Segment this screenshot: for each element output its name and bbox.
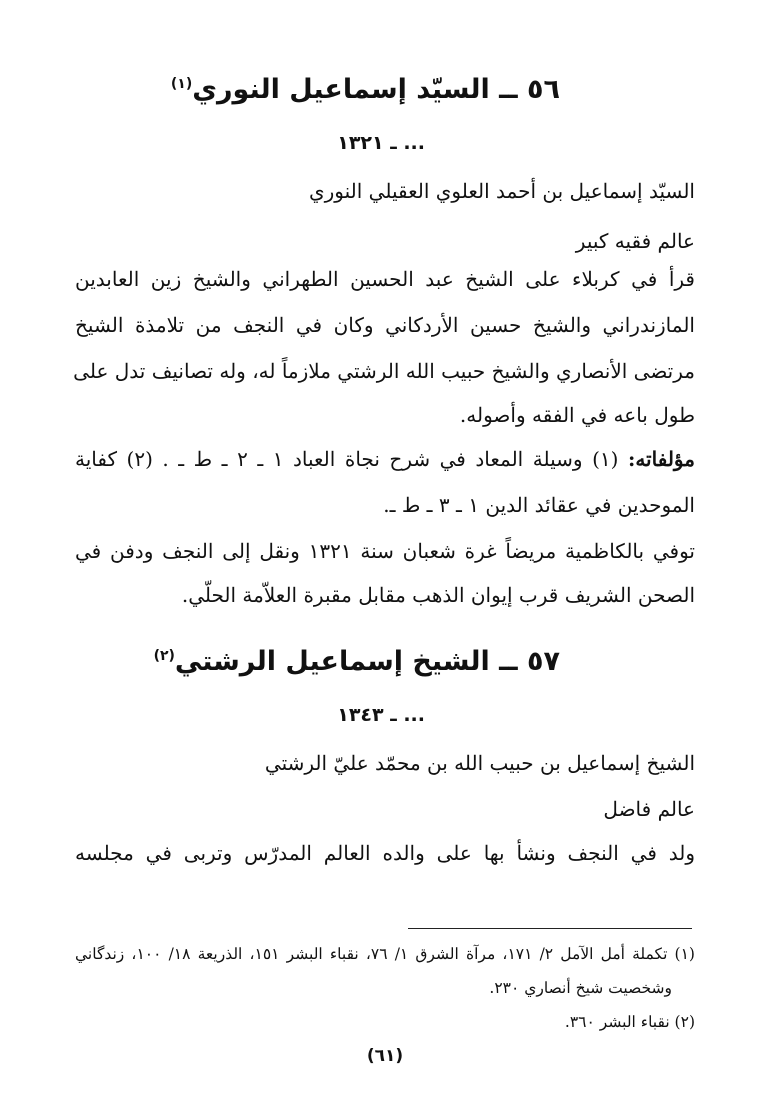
entry-57-text-line: ولد في النجف ونشأ بها على والده العالم المدرّس وتربى في مجلسه bbox=[75, 841, 695, 865]
entry-56-text-line: قرأ في كربلاء على الشيخ عبد الحسين الطهراني والشيخ زين العابدين bbox=[75, 267, 695, 291]
entry-56-heading-text: ٥٦ ــ السيّد إسماعيل النوري bbox=[192, 74, 560, 105]
entry-56-death-line: توفي بالكاظمية مريضاً غرة شعبان سنة ١٣٢١ ونقل إلى النجف ودفن في bbox=[75, 539, 695, 563]
footnote-separator bbox=[408, 928, 692, 929]
entry-56-works-line: الموحدين في عقائد الدين ١ ـ ٣ ـ ط ـ. bbox=[383, 493, 695, 517]
entry-57-title: عالم فاضل bbox=[603, 797, 695, 821]
entry-57-name: الشيخ إسماعيل بن حبيب الله بن محمّد عليّ الرشتي bbox=[264, 751, 695, 775]
footnote-1-continued: وشخصيت شيخ أنصاري ٢٣٠. bbox=[489, 979, 672, 997]
entry-56-heading bbox=[171, 74, 560, 105]
entry-56-name: السيّد إسماعيل بن أحمد العلوي العقيلي النوري bbox=[308, 179, 695, 203]
entry-57-heading bbox=[154, 646, 560, 677]
entry-57-dates: ... ـ ١٣٤٣ bbox=[337, 704, 425, 726]
entry-56-works-line bbox=[75, 444, 695, 474]
page-number: (٦١) bbox=[366, 1046, 404, 1066]
entry-56-text-line: المازندراني والشيخ حسين الأردكاني وكان في النجف من تلامذة الشيخ bbox=[75, 313, 695, 337]
works-label: مؤلفاته: bbox=[627, 447, 695, 471]
footnote-ref-1: (١) bbox=[170, 76, 193, 92]
entry-56-text-line: مرتضى الأنصاري والشيخ حبيب الله الرشتي ملازماً له، وله تصانيف تدل على bbox=[73, 359, 695, 383]
works-text: (١) وسيلة المعاد في شرح نجاة العباد ١ ـ ٢ ـ ط ـ . (٢) كفاية bbox=[75, 447, 628, 471]
entry-56-death-line: الصحن الشريف قرب إيوان الذهب مقابل مقبرة العلاّمة الحلّي. bbox=[181, 583, 695, 607]
footnote-2: (٢) نقباء البشر ٣٦٠. bbox=[564, 1013, 695, 1031]
entry-57-heading-text: ٥٧ ــ الشيخ إسماعيل الرشتي bbox=[174, 646, 560, 677]
entry-56-title: عالم فقيه كبير bbox=[575, 229, 695, 253]
footnote-ref-2: (٢) bbox=[153, 648, 175, 664]
entry-56-dates: ... ـ ١٣٢١ bbox=[337, 132, 425, 154]
entry-56-text-line: طول باعه في الفقه وأصوله. bbox=[459, 403, 695, 427]
footnote-1: (١) تكملة أمل الآمل ٢/ ١٧١، مرآة الشرق ١/ ٧٦، نقباء البشر ١٥١، الذريعة ١٨/ ١٠٠، زندگاني bbox=[75, 945, 695, 963]
